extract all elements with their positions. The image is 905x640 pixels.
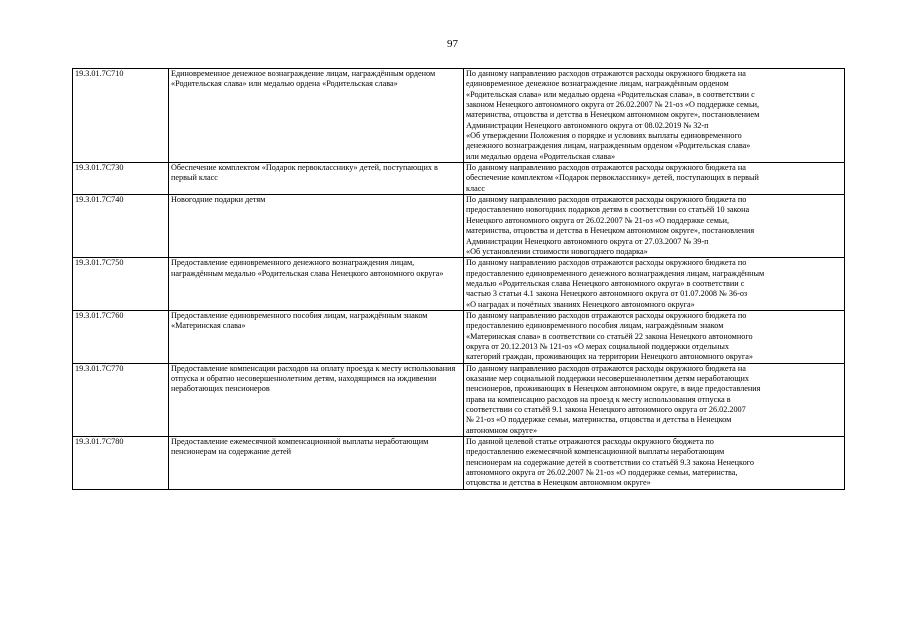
description-line: соответствии со статьёй 9.1 закона Ненецкого автономного округа от 26.02.2007 xyxy=(466,405,746,414)
expense-description xyxy=(464,310,845,363)
description-line: предоставлению ежемесячной компенсационной выплаты неработающим xyxy=(466,447,725,457)
target-article-code: 19.3.01.7С710 xyxy=(73,69,169,163)
table-row xyxy=(73,163,845,195)
description-line: Ненецкого автономного округа от 26.02.2007 № 21-оз «О поддержке семьи, xyxy=(466,215,730,225)
page-number: 97 xyxy=(447,38,458,50)
description-line: «О наградах и почётных званиях Ненецкого автономного округа» xyxy=(466,299,695,309)
description-line: Администрации Ненецкого автономного округа от 08.02.2019 № 32-п xyxy=(466,120,709,130)
description-line: отцовства и детства в Ненецком автономном округе» xyxy=(466,478,651,488)
description-line: «Материнская слава» в соответствии со статьёй 22 закона Ненецкого автономного xyxy=(466,331,753,341)
description-line: права на компенсацию расходов на проезд к месту использования отпуска в xyxy=(466,394,731,404)
description-line: предоставлению единовременного денежного вознаграждения лицам, награждённым xyxy=(466,268,765,278)
description-line: По данному направлению расходов отражаются расходы окружного бюджета по xyxy=(466,195,747,205)
description-line: № 21-оз «О поддержке семьи, материнства, отцовства и детства в Ненецком xyxy=(466,415,732,425)
table-row xyxy=(73,310,845,363)
description-line: пенсионерам на содержание детей в соответствии со статьёй 9.3 закона Ненецкого xyxy=(466,457,754,467)
target-article-code: 19.3.01.7С740 xyxy=(73,195,169,258)
description-line: класс xyxy=(466,183,485,193)
expense-direction-name: Предоставление единовременного денежного вознаграждения лицам, награждённым медалью «Родительская слава Ненецкого автономного округа» xyxy=(169,258,464,311)
description-line: Администрации Ненецкого автономного округа от 27.03.2007 № 39-п xyxy=(466,236,709,246)
expense-description xyxy=(464,363,845,436)
description-line: По данному направлению расходов отражаются расходы окружного бюджета на xyxy=(466,363,746,373)
description-line: По данному направлению расходов отражаются расходы окружного бюджета на xyxy=(466,69,746,78)
description-line: автономного округа от 26.02.2007 № 21-оз «О поддержке семьи, материнства, xyxy=(466,468,738,478)
target-article-code: 19.3.01.7С780 xyxy=(73,437,169,490)
description-line: медалью «Родительская слава Ненецкого автономного округа» в соответствии с xyxy=(466,278,745,288)
expense-description xyxy=(464,195,845,258)
description-line: По данному направлению расходов отражаются расходы окружного бюджета по xyxy=(466,310,747,320)
description-line: пенсионеров, проживающих в Ненецком автономном округе, в виде предоставления xyxy=(466,384,761,394)
description-line: «Об установлении стоимости новогоднего подарка» xyxy=(466,246,648,256)
table-row xyxy=(73,258,845,311)
expense-description xyxy=(464,437,845,490)
description-line: категорий граждан, проживающих на территории Ненецкого автономного округа» xyxy=(466,352,753,362)
description-line: По данному направлению расходов отражаются расходы окружного бюджета по xyxy=(466,258,747,268)
description-line: частью 3 статьи 4.1 закона Ненецкого автономного округа от 01.07.2008 № 36-оз xyxy=(466,289,748,299)
expense-description xyxy=(464,69,845,163)
expense-direction-name: Обеспечение комплектом «Подарок первокласснику» детей, поступающих в первый класс xyxy=(169,163,464,195)
target-article-code: 19.3.01.7С750 xyxy=(73,258,169,311)
expense-description xyxy=(464,163,845,195)
description-line: округа от 20.12.2013 № 121-оз «О мерах социальной поддержки отдельных xyxy=(466,341,730,351)
description-line: оказание мер социальной поддержки несовершеннолетним детям неработающих xyxy=(466,373,749,383)
description-line: материнства, отцовства и детства в Ненецком автономном округе», постановлением xyxy=(466,110,760,120)
expense-direction-name: Предоставление компенсации расходов на оплату проезда к месту использования отпуска и обратно несовершеннолетним детям, находящимся на иждивении неработающих пенсионеров xyxy=(169,363,464,436)
description-line: автономном округе» xyxy=(466,425,538,435)
table-row xyxy=(73,195,845,258)
expense-direction-name: Предоставление единовременного пособия лицам, награждённым знаком «Материнская слава» xyxy=(169,310,464,363)
target-article-code: 19.3.01.7С760 xyxy=(73,310,169,363)
table-row xyxy=(73,69,845,163)
description-line: «Родительская слава» или медалью ордена «Родительская слава», в соответствии с xyxy=(466,89,755,99)
description-line: денежного вознаграждения лицам, награжденным орденом «Родительская слава» xyxy=(466,141,751,151)
description-line: или медалью ордена «Родительская слава» xyxy=(466,151,616,161)
expense-description xyxy=(464,258,845,311)
description-line: По данному направлению расходов отражаются расходы окружного бюджета на xyxy=(466,163,746,173)
description-line: «Об утверждении Положения о порядке и условиях выплаты единовременного xyxy=(466,131,742,141)
target-article-code: 19.3.01.7С730 xyxy=(73,163,169,195)
budget-classification-table xyxy=(72,68,845,490)
expense-direction-name: Новогодние подарки детям xyxy=(169,195,464,258)
description-line: единовременное денежное вознаграждение лицам, награждённым орденом xyxy=(466,79,729,89)
expense-direction-name: Единовременное денежное вознаграждение лицам, награждённым орденом «Родительская слава» или медалью ордена «Родительская слава» xyxy=(169,69,464,163)
description-line: По данной целевой статье отражаются расходы окружного бюджета по xyxy=(466,437,714,447)
description-line: законом Ненецкого автономного округа от 26.02.2007 № 21-оз «О поддержке семьи, xyxy=(466,100,760,110)
table-row xyxy=(73,437,845,490)
target-article-code: 19.3.01.7С770 xyxy=(73,363,169,436)
description-line: предоставлению единовременного пособия лицам, награждённым знаком xyxy=(466,321,724,331)
table-row xyxy=(73,363,845,436)
description-line: материнства, отцовства и детства в Ненецком автономном округе», постановления xyxy=(466,226,755,236)
description-line: обеспечение комплектом «Подарок первокласснику» детей, поступающих в первый xyxy=(466,173,759,183)
description-line: предоставлению новогодних подарков детям в соответствии со статьёй 10 закона xyxy=(466,205,750,215)
expense-direction-name: Предоставление ежемесячной компенсационной выплаты неработающим пенсионерам на содержание детей xyxy=(169,437,464,490)
